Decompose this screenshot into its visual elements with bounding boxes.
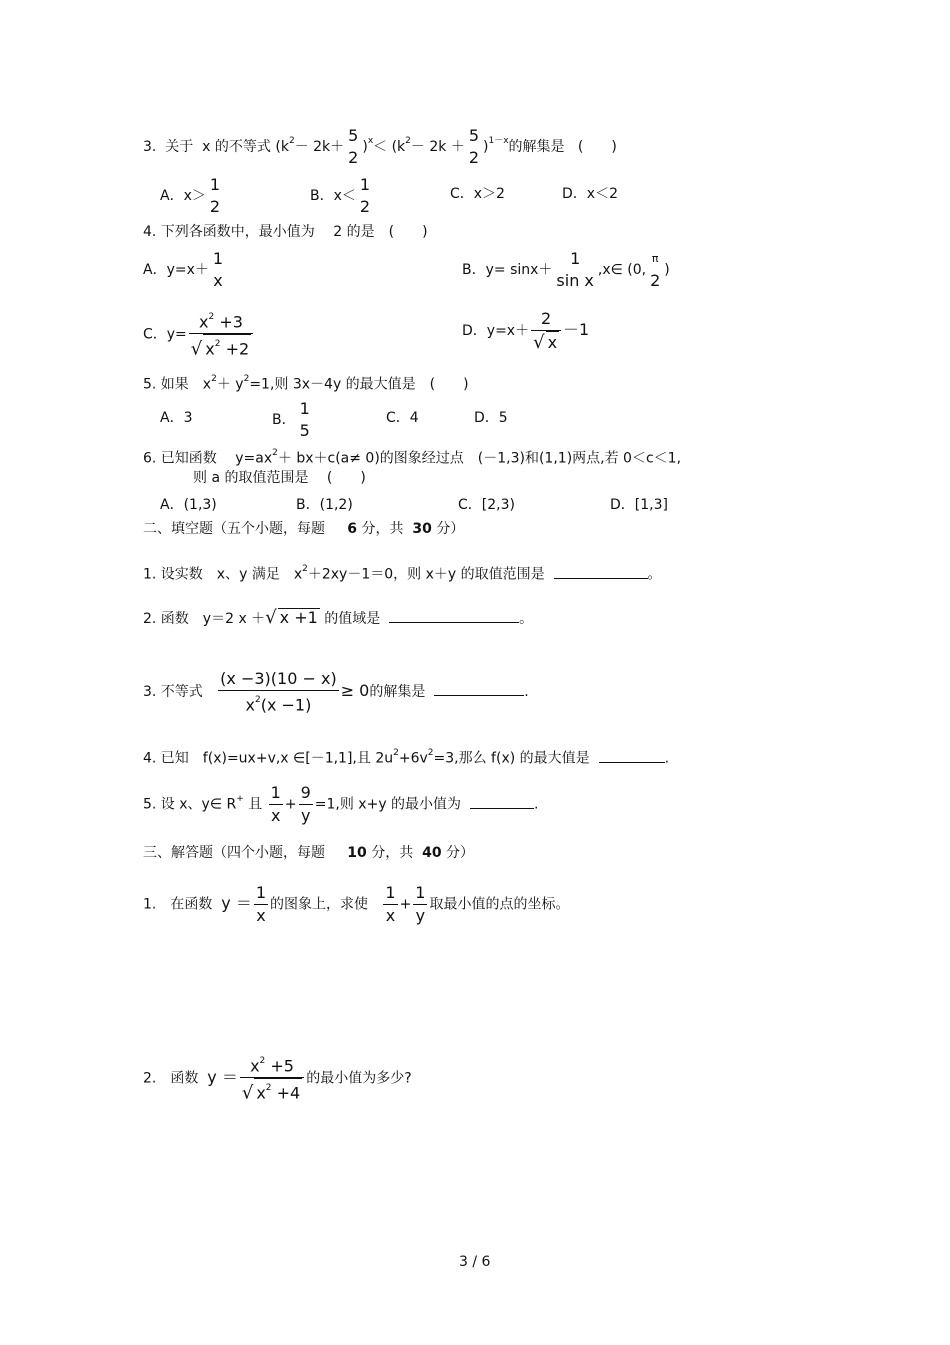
section-3-heading: 三、解答题（四个小题，每题 10 分，共 40 分） bbox=[143, 845, 475, 861]
q5-option-c: C．4 bbox=[386, 410, 419, 426]
fill-5: 5. 设 x、y∈ R+ 且 $\frac{1}{x}$ + $\frac{9}{y}$ =1,则 x+y 的最小值为 . bbox=[143, 783, 539, 825]
q6-option-d: D．[1,3] bbox=[610, 497, 668, 513]
q3-option-d: D．x＜2 bbox=[562, 186, 618, 202]
q5-stem: 5. 如果 $x^2+ y^2=1$,则 3x－4y 的最大值是 ( ) bbox=[143, 374, 469, 393]
q5-option-a: A．3 bbox=[160, 410, 193, 426]
q3-option-a: A．x＞ 1 2 bbox=[160, 175, 221, 216]
q6-option-a: A．(1,3) bbox=[160, 497, 217, 513]
q4-stem: 4. 下列各函数中，最小值为 2 的是 ( ) bbox=[143, 224, 428, 240]
q4-option-b: B．y= sinx＋ 1 sin x ,x∈ (0, π 2 ) bbox=[462, 249, 670, 290]
q4-option-a: A．y=x＋ 1 x bbox=[143, 249, 224, 290]
q6-option-b: B．(1,2) bbox=[296, 497, 353, 513]
solve-1: 1. 在函数 y ＝ $\frac{1}{x}$ 的图象上，求使 $\frac{1}{x}$ + $\frac{1}{y}$ 取最小值的点的坐标。 bbox=[143, 883, 570, 925]
solve-2: 2. 函数 y ＝ $\frac{x^2 +5}{√ x^2 +4}$ 的最小值为多少? bbox=[143, 1052, 412, 1105]
q6-stem-line2: 则 a 的取值范围是 ( ) bbox=[193, 470, 366, 486]
fill-2: 2. 函数 y＝2 x ＋√ x +1 的值域是 。 bbox=[143, 607, 534, 628]
q4-option-c: C．y= $\frac{x^2 +3}{√ x^2 +2}$ bbox=[143, 308, 255, 361]
fill-1: 1. 设实数 x、y 满足 $x^2+2xy-1=0$，则 x＋y 的取值范围是 。 bbox=[143, 564, 662, 583]
q3-option-c: C．x＞2 bbox=[450, 186, 505, 202]
section-2-heading: 二、填空题（五个小题，每题 6 分，共 30 分） bbox=[143, 521, 465, 537]
q5-option-b: B． 1 5 bbox=[272, 399, 310, 440]
q6-option-c: C．[2,3) bbox=[458, 497, 515, 513]
page-number: 3 / 6 bbox=[459, 1254, 491, 1270]
q5-option-d: D．5 bbox=[474, 410, 508, 426]
q6-stem: 6. 已知函数 $y=ax^2+ bx+c(a\ne 0)$的图象经过点 (－1,3)和(1,1)两点,若 0＜c＜1, bbox=[143, 448, 682, 467]
q3-stem: 3. 关于 x 的不等式 ($k^2- 2k+$ 5 2 )$^x< (k^2- 2k$ ＋ 5 2 )$^{1-x}$的解集是 ( ) bbox=[143, 126, 617, 167]
q4-option-d: D．y=x＋ $\frac{2}{√ x}$ －1 bbox=[462, 309, 590, 353]
fill-4: 4. 已知 f(x)=ux+v,x ∈[－1,1],且 $2u^2+6v^2=3$,那么 f(x) 的最大值是 . bbox=[143, 748, 670, 767]
q3-option-b: B．x＜ 1 2 bbox=[310, 175, 371, 216]
fill-3: 3. 不等式 $\frac{(x -3)(10 - x)}{x^2(x -1)}$ ≥ 0的解集是 . bbox=[143, 669, 529, 715]
